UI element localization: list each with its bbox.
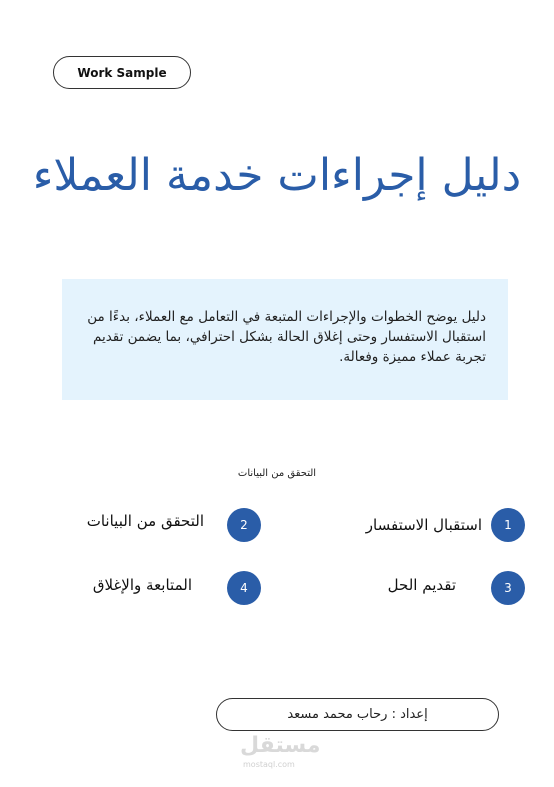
step-4-number: 4 [240,581,248,595]
step-1-number: 1 [504,518,512,532]
step-3-number-circle [491,571,525,605]
watermark-url: mostaql.com [243,760,295,769]
step-1-label: استقبال الاستفسار [365,516,482,534]
description-box [62,279,508,400]
step-3-label: تقديم الحل [387,576,456,594]
work-sample-label: Work Sample [77,65,167,80]
work-sample-badge [53,56,191,89]
step-4-number-circle [227,571,261,605]
watermark-logo: مستقل [240,733,321,758]
author-box [216,698,499,731]
step-3-number: 3 [504,581,512,595]
step-2-label: التحقق من البيانات [86,512,204,530]
description-text: دليل يوضح الخطوات والإجراءات المتبعة في التعامل مع العملاء، بدءًا من استقبال الاستفسار وحتى إغلاق الحالة بشكل احترافي، بما يضمن تقديم تجربة عملاء مميزة وفعالة. [87,309,486,365]
author-label: إعداد : رحاب محمد مسعد [287,707,428,722]
step-4-label: المتابعة والإغلاق [92,576,192,594]
step-2-number-circle [227,508,261,542]
steps-caption: التحقق من البيانات [237,468,317,479]
page-title: دليل إجراءات خدمة العملاء [32,150,522,201]
step-2-number: 2 [240,518,248,532]
step-1-number-circle [491,508,525,542]
